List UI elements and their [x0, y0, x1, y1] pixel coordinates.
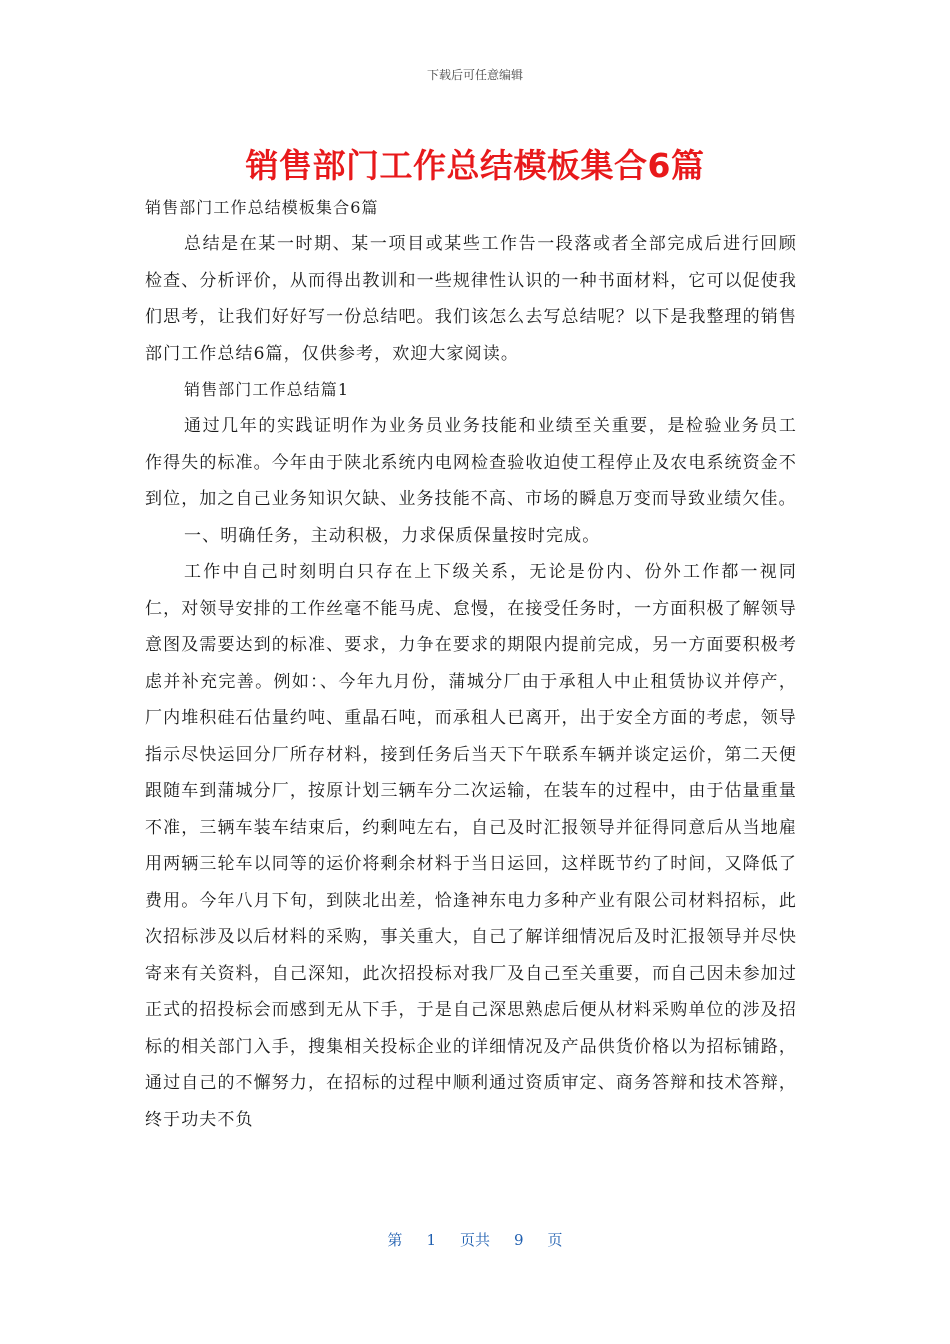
document-subtitle: 销售部门工作总结模板集合6篇	[145, 198, 379, 217]
paragraph-body: 工作中自己时刻明白只存在上下级关系，无论是份内、份外工作都一视同仁，对领导安排的工作丝毫不能马虎、怠慢，在接受任务时，一方面积极了解领导意图及需要达到的标准、要求，力争在要求的期限内提前完成，另一方面要积极考虑并补充完善。例如：、今年九月份，蒲城分厂由于承租人中止租赁协议并停产，厂内堆积硅石估量约吨、重晶石吨，而承租人已离开，出于安全方面的考虑，领导指示尽快运回分厂所存材料，接到任务后当天下午联系车辆并谈定运价，第二天便跟随车到蒲城分厂，按原计划三辆车分二次运输，在装车的过程中，由于估量重量不准，三辆车装车结束后，约剩吨左右，自己及时汇报领导并征得同意后从当地雇用两辆三轮车以同等的运价将剩余材料于当日运回，这样既节约了时间，又降低了费用。今年八月下旬，到陕北出差，恰逢神东电力多种产业有限公司材料招标，此次招标涉及以后材料的采购，事关重大，自己了解详细情况后及时汇报领导并尽快寄来有关资料，自己深知，此次招投标对我厂及自己至关重要，而自己因未参加过正式的招投标会而感到无从下手，于是自己深思熟虑后便从材料采购单位的涉及招标的相关部门入手，搜集相关投标企业的详细情况及产品供货价格以为招标铺路，通过自己的不懈努力，在招标的过程中顺利通过资质审定、商务答辩和技术答辩，终于功夫不负	[145, 562, 797, 1130]
header-note: 下载后可任意编辑	[426, 68, 523, 82]
paragraph-intro: 总结是在某一时期、某一项目或某些工作告一段落或者全部完成后进行回顾检查、分析评价，从而得出教训和一些规律性认识的一种书面材料，它可以促使我们思考，让我们好好写一份总结吧。我们该怎么去写总结呢？以下是我整理的销售部门工作总结6篇，仅供参考，欢迎大家阅读。	[145, 234, 797, 364]
footer-prefix: 第	[387, 1231, 403, 1249]
paragraph-body: 通过几年的实践证明作为业务员业务技能和业绩至关重要，是检验业务员工作得失的标准。今年由于陕北系统内电网检查验收迫使工程停止及农电系统资金不到位，加之自己业务知识欠缺、业务技能不高、市场的瞬息万变而导致业绩欠佳。	[145, 416, 797, 509]
current-page-number: 1	[426, 1231, 436, 1249]
total-pages: 9	[514, 1231, 524, 1249]
footer-suffix: 页	[547, 1231, 563, 1249]
list-heading: 一、明确任务，主动积极，力求保质保量按时完成。	[184, 525, 601, 546]
page-footer	[0, 1229, 950, 1250]
section-heading: 销售部门工作总结篇1	[184, 380, 350, 399]
document-body	[145, 190, 797, 1138]
footer-middle: 页共	[459, 1231, 490, 1249]
document-title: 销售部门工作总结模板集合6篇	[245, 146, 705, 185]
